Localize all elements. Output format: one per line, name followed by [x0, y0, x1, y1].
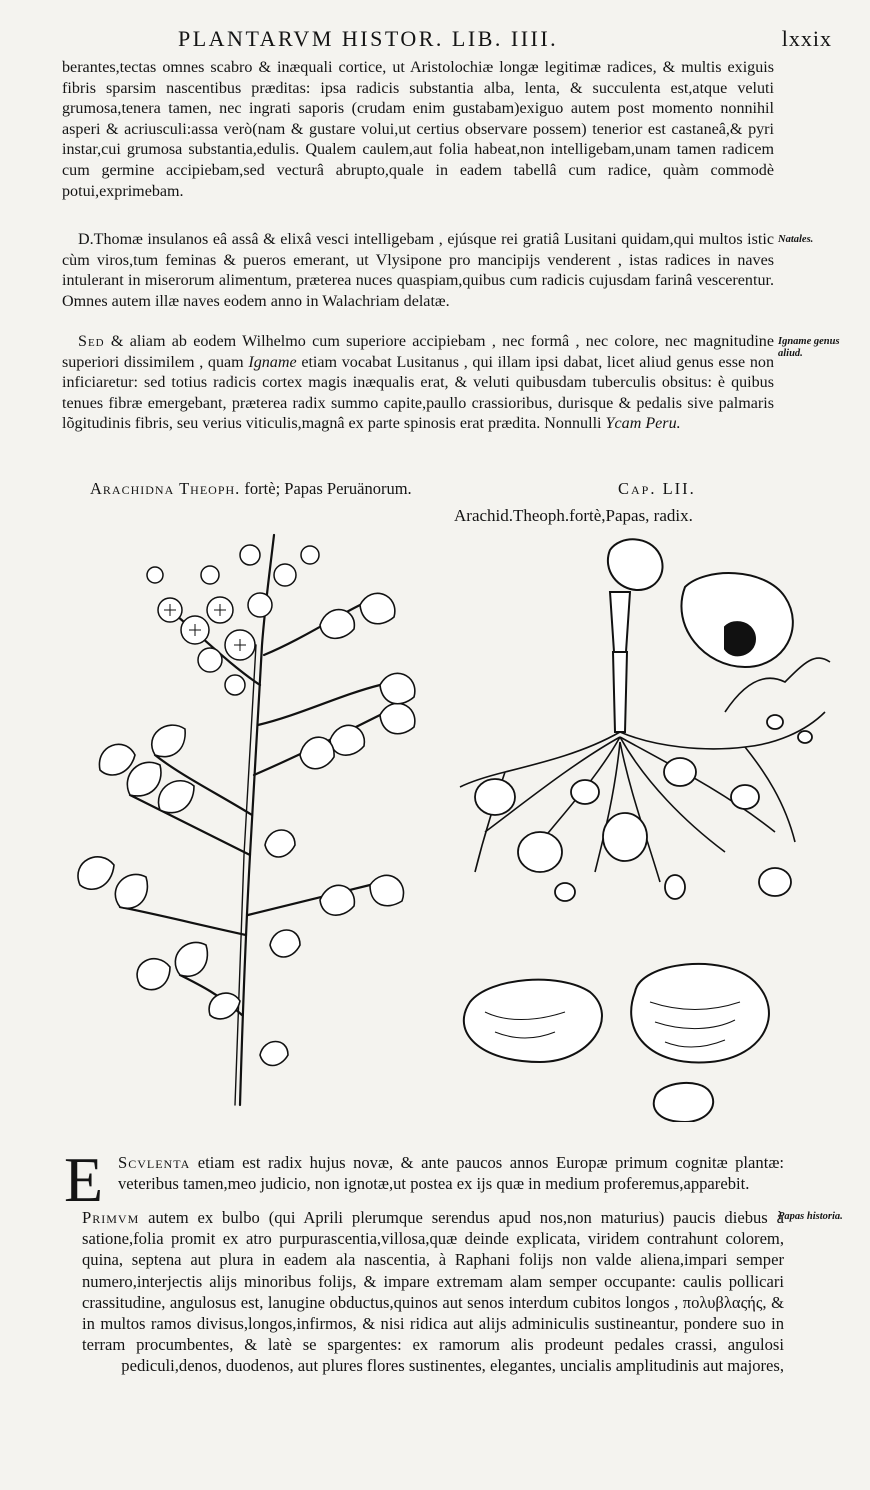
- margin-note-papas: Papas historia.: [778, 1211, 843, 1222]
- paragraph-4-caps: Scvlenta: [118, 1153, 191, 1172]
- chapter-heading: [90, 479, 412, 499]
- paragraph-3-text: [62, 332, 774, 435]
- page-header: [60, 26, 832, 54]
- chapter-heading-caps: Arachidna Theoph.: [90, 479, 241, 498]
- margin-note-igname: Igname genus aliud.: [778, 336, 840, 359]
- paragraph-2-body: D.Thomæ insulanos eâ assâ & elixâ vesci intelligebam , ejúsque rei gratiâ Lusitani quidam,qui multos istic cùm viros,tum feminas & pueros emerant, ut Vlysipone pro mancipijs venderent , istas radices in naves intulerant in miserorum alimentum, præterea nuces quaspiam,quibus cum radicis cujusdam farinâ vescerentur. Omnes autem illæ naves eodem anno in Walachriam delatæ.: [62, 231, 774, 310]
- root-illustration-caption: Arachid.Theoph.fortè,Papas, radix.: [454, 506, 693, 525]
- chapter-number: Cap. LII.: [618, 479, 696, 498]
- paragraph-3-part-b: etiam vocabat Lusitanus , qui illam ipsi dabat, licet aliud genus esse non inficiaretur: sed totius radicis cortex magis inæqualis erat, & veluti quibusdam tuberculis obsitus: è quibus tenues fibræ emergebant, præterea radix summo capite,paullo crassioribus, durisque & pedalis sive palmaris lõgitudinis fibris, seu verius viticulis,magnâ ex parte spinosis erat prædita. Nonnulli: [62, 353, 775, 433]
- paragraph-5-body: autem ex bulbo (qui Aprili plerumque serendus apud nos,non maturius) paucis diebus à satione,folia promit ex atro purpurascentia,villosa,quæ deinde explicata, viridem contrahunt colorem, quina, septena aut plura in eadem ala nascentia, à Raphani folijs non valde aliena,impari semper numero,interjectis alijs minoribus folijs, & impare extremam alam semper occupante: caulis pollicari crassitudine, angulosus est, lanugine obductus,quinos aut senos interdum cubitos longos , πολυβλαςής, & in multos ramos divisus,longos,infirmos, & nisi ridica aut alijs adminiculis sustineantur, pondere suo in terram procumbentes, & latè se spargentes: ex ramorum alis prodeunt pedales crassi, angulosi pediculi,denos, duodenos, aut plures flores sustinentes, elegantes, uncialis amplitudinis aut majores,: [82, 1208, 784, 1376]
- margin-note-natales: Natales.: [778, 234, 814, 245]
- paragraph-2: [62, 230, 774, 312]
- folio-number: lxxix: [781, 26, 832, 51]
- paragraph-3-ycam: Ycam Peru.: [605, 415, 681, 433]
- potato-root-illustration: [445, 532, 845, 1122]
- paragraph-3-igname: Igname: [248, 353, 297, 371]
- paragraph-1: [62, 58, 774, 202]
- paragraph-2-text: [62, 230, 774, 312]
- running-title: PLANTARVM HISTOR. LIB. IIII.: [178, 26, 559, 51]
- paragraph-3-part-a: & aliam ab eodem Wilhelmo cum superiore accipiebam , nec formâ , nec colore, nec magnitudine superiori dissimilem , quam: [62, 333, 774, 371]
- paragraph-3: [62, 332, 774, 435]
- paragraph-5: [82, 1207, 784, 1377]
- paragraph-5-caps: Primvm: [82, 1208, 140, 1227]
- chapter-heading-rest: fortè; Papas Peruänorum.: [244, 479, 412, 498]
- paragraph-4-text: [118, 1152, 784, 1194]
- paragraph-4-body: etiam est radix hujus novæ, & ante paucos annos Europæ primum cognitæ plantæ: veteribus tamen,meo judicio, non ignotæ,ut postea ex ijs quæ in medium proferemus,apparebit.: [118, 1153, 784, 1194]
- paragraph-1-text: berantes,tectas omnes scabro & inæquali cortice, ut Aristolochiæ longæ legitimæ radices, & multis exiguis fibris sparsim nascentibus præditas: ipsa radicis substantia alba, lenta, & succulenta est,atque veluti grumosa,tenera tamen, nec ingrati saporis (crudam enim gustabam)exiguo autem post momento nonnihil asperi & acriusculi:assa verò(nam & gustare volui,ut certius observare possem) tenerior est castaneâ,& pyri instar,cui grumosa substantia,edulis. Qualem caulem,aut folia habeat,non intelligebam,unam tamen radicem cum germine accipiebam,sed vecturâ abrupto,quale in eadem tabellâ cum radice, quàm commodè potui,exprimebam.: [62, 59, 774, 200]
- paragraph-3-lead: Sed: [78, 333, 105, 350]
- drop-capital: E: [64, 1144, 104, 1215]
- paragraph-4: [118, 1152, 784, 1194]
- paragraph-5-text: [82, 1207, 784, 1377]
- potato-plant-illustration: [60, 515, 430, 1110]
